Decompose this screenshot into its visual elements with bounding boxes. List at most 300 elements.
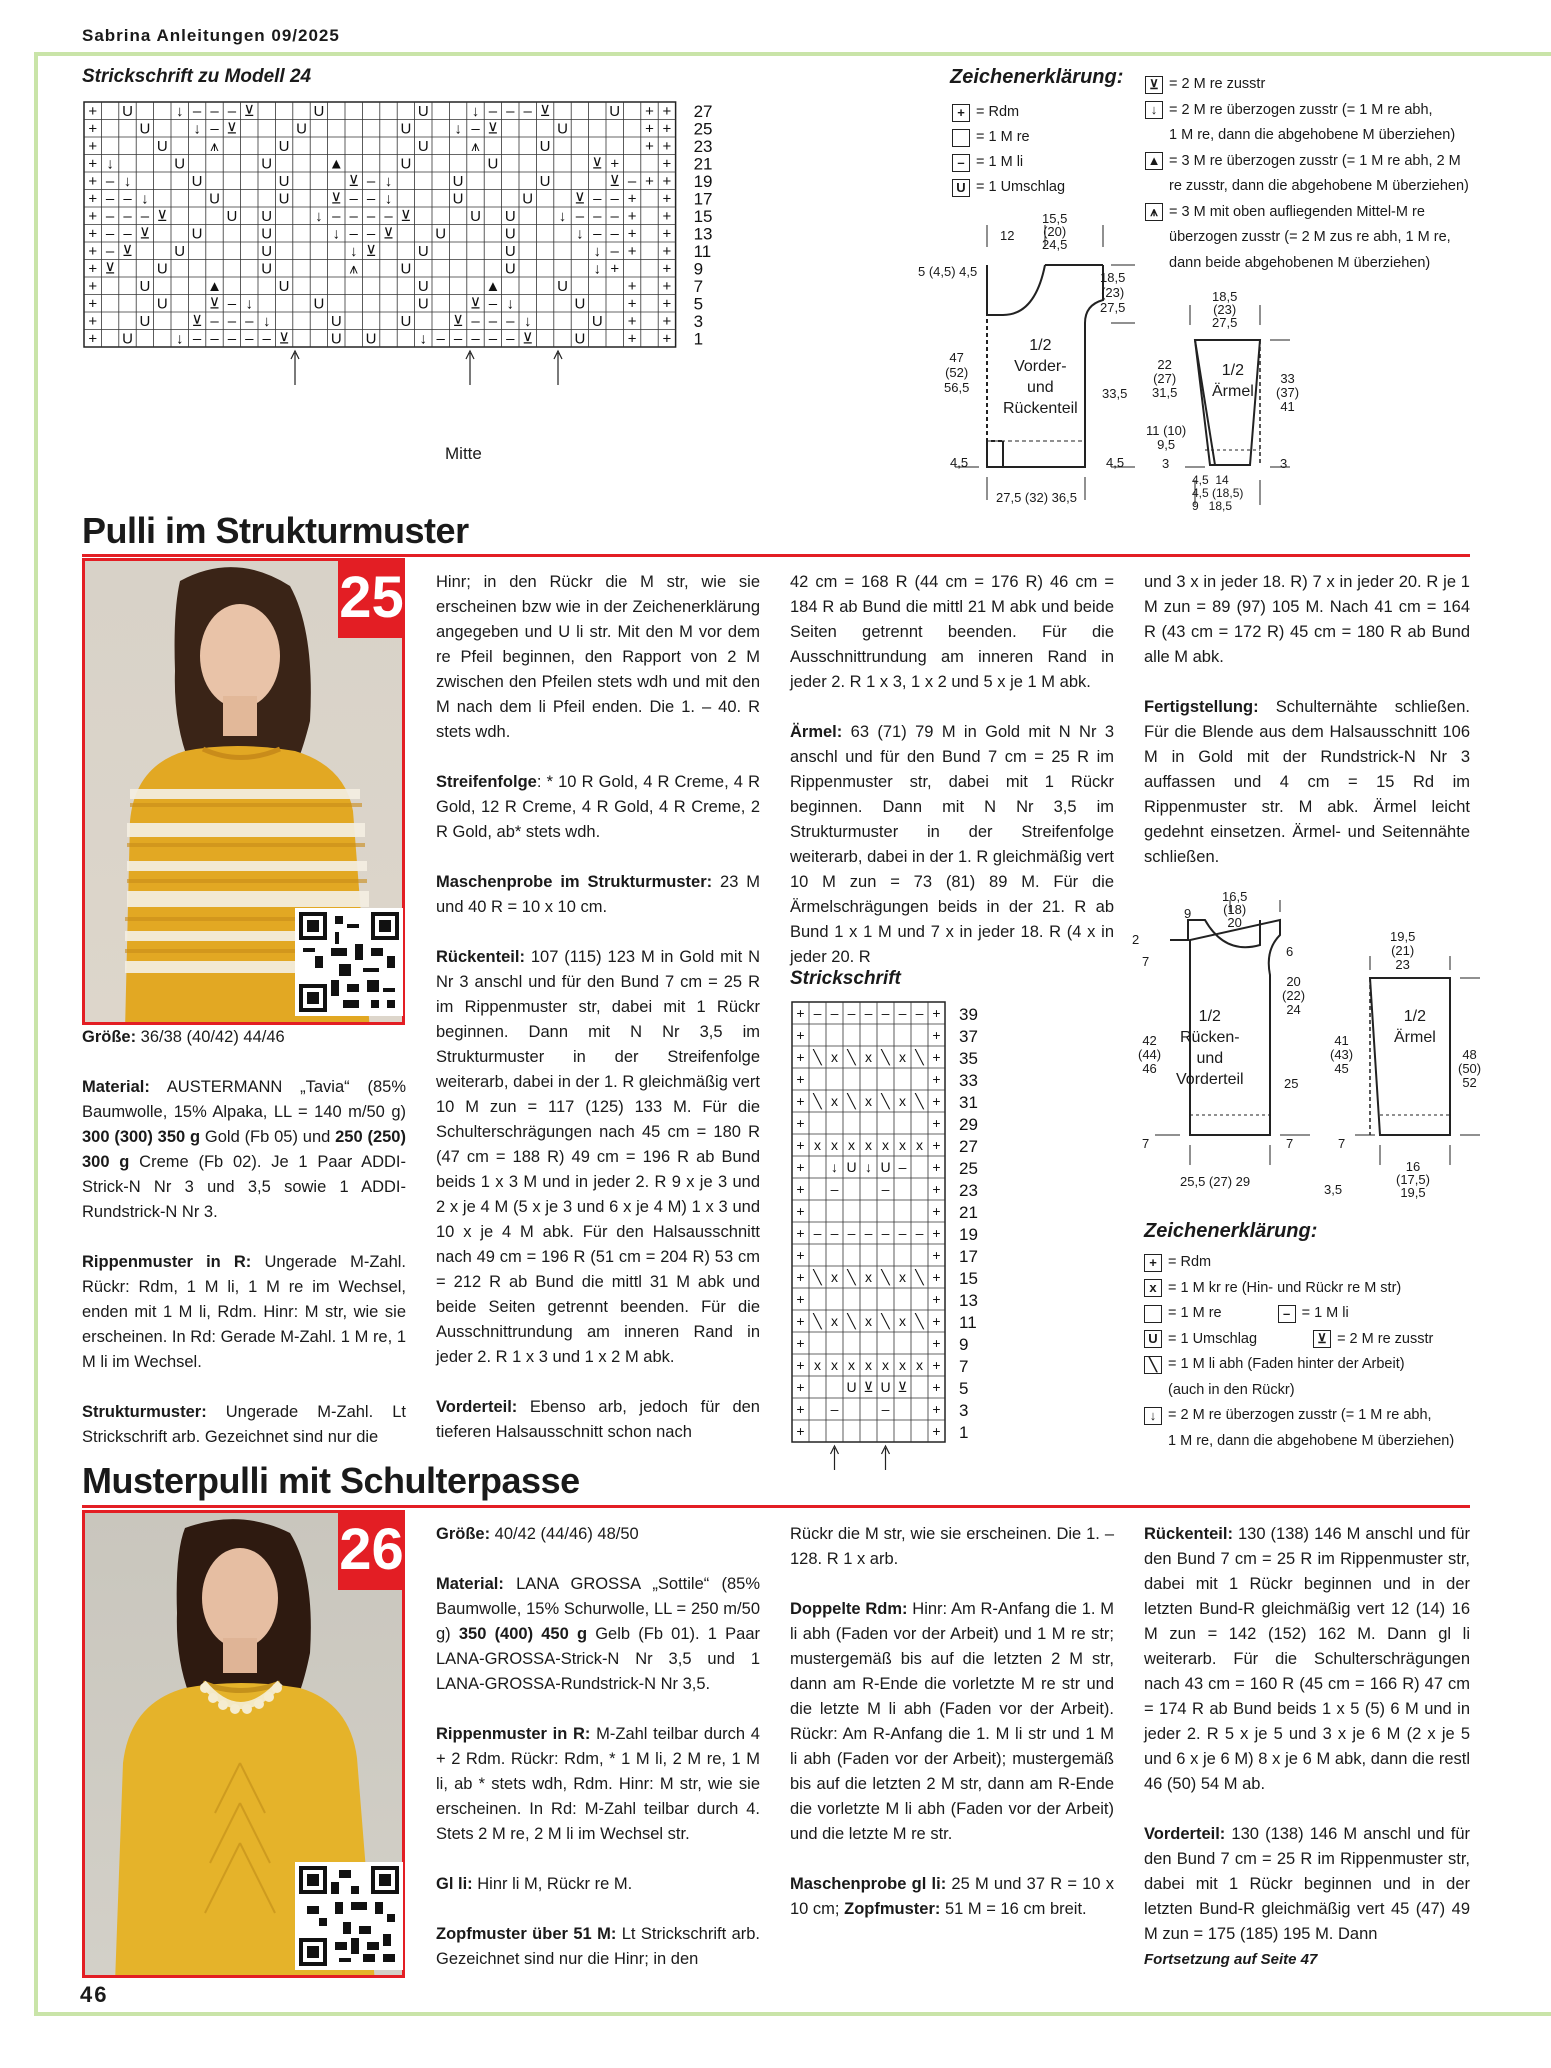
chart25-symbol: ╲ [915, 1049, 924, 1065]
chart24-symbol: + [645, 102, 654, 120]
chart24-symbol: – [575, 207, 585, 225]
dim-sl-top: 18,5 (23) 27,5 [1212, 289, 1238, 330]
chart24-symbol: U [174, 155, 186, 173]
chart24-symbol: – [488, 295, 498, 313]
chart25-row-number: 3 [959, 1401, 969, 1420]
dim-neck: 15,5 (20) 24,5 [1042, 211, 1068, 252]
chart24-symbol: ↓ [419, 330, 428, 348]
chart25-symbol: + [796, 1005, 805, 1021]
chart24-symbol: – [105, 190, 115, 208]
chart25-symbol: + [932, 1049, 941, 1065]
chart24-symbol: ⩚ [471, 137, 480, 155]
legend25-text: = 1 M li abh (Faden hinter der Arbeit) [1168, 1356, 1405, 1372]
chart25-symbol: + [796, 1137, 805, 1153]
chart24-symbol: – [227, 330, 237, 348]
chart25-symbol: – [830, 1401, 839, 1417]
dim-shoulder-right: 18,5 (23) 27,5 [1100, 270, 1126, 315]
chart24-symbol: U [400, 155, 412, 173]
model25-number-badge: 25 [338, 558, 405, 638]
sleeve25-label: 1/2 Ärmel [1394, 1008, 1436, 1046]
chart25-symbol: x [814, 1137, 821, 1153]
section26-col4: Rückenteil: 130 (138) 146 M anschl und für den Bund 7 cm = 25 R im Rippenmuster str, dabei mit 1 Rückr beginnen und in der letzten Bund-R gleichmäßig vert 12 (14) 16 M zun = 142 (152) 162 M. Dann gl li weiterarb. Für die Schulterschrägungen nach 43 cm = 160 R (45 cm = 166 R) 47 cm = 174 R ab Bund beids 1 x 5 (5) 6 M und in jeder 2. R 5 x je 5 und 3 x je 6 M (2 x je 5 und 6 x je 6 M) 8 x je 6 M abk, dann die restl 46 (50) 54 M ab. Vorderteil: 130 (138) 146 M anschl und für den Bund 7 cm = 25 R im Rippenmuster str, dabei mit 1 Rückr beginnen und in der letzten Bund-R gleichmäßig vert 45 (47) 49 M zun = 175 (185) 195 M. Dann Fortsetzung auf Seite 47 [1144, 1522, 1470, 1972]
chart25-symbol: + [932, 1093, 941, 1109]
chart24-symbol: U [174, 242, 186, 260]
chart24-symbol: U [191, 172, 203, 190]
chart24-symbol: U [470, 207, 481, 225]
dim25-25: 25 [1284, 1076, 1299, 1091]
chart24-symbol: + [610, 260, 620, 278]
chart24-symbol: – [593, 190, 602, 208]
chart24-row-number: 1 [693, 329, 704, 349]
legend24r-row [1145, 98, 1433, 123]
chart25-symbol: – [915, 1005, 924, 1021]
legend24r-row [1145, 123, 1455, 148]
chart24-symbol: ⊻ [122, 242, 133, 260]
chart25-symbol: + [796, 1313, 805, 1329]
chart24-row-number: 13 [693, 224, 713, 244]
chart25-symbol: + [932, 1379, 941, 1395]
chart24-symbol: ⊻ [348, 172, 360, 190]
chart24-symbol: – [123, 190, 132, 208]
legend25-symbol-icon: ↓ [1144, 1407, 1162, 1425]
legend24r-text: = 3 M re überzogen zusstr (= 1 M re abh, 2 M [1169, 152, 1461, 169]
legend25-text: = Rdm [1168, 1254, 1212, 1270]
chart24-symbol: ↓ [593, 260, 602, 278]
chart24-symbol: U [330, 330, 342, 348]
chart25-symbol: ╲ [813, 1269, 822, 1285]
chart24-symbol: + [88, 120, 98, 138]
chart25-symbol: + [796, 1401, 805, 1417]
chart25-row-number: 39 [959, 1005, 978, 1024]
chart25-row-number: 35 [959, 1049, 978, 1068]
chart24-symbol: + [662, 242, 672, 260]
chart24-symbol: + [88, 102, 98, 120]
chart24-symbol: + [627, 225, 637, 243]
legend24r-row [1145, 149, 1461, 174]
chart24-symbol: ⊻ [539, 102, 551, 120]
dim25-sl-left: 41 (43) 45 [1330, 1033, 1354, 1076]
model25-qr-code[interactable] [295, 908, 403, 1016]
chart25-symbol: ╲ [881, 1269, 890, 1285]
chart24-symbol: U [417, 137, 429, 155]
chart24-symbol: ⊻ [383, 225, 394, 243]
section26-title: Musterpulli mit Schulterpasse [82, 1460, 580, 1501]
chart24-symbol: – [471, 330, 480, 348]
dim-bottom-right: 4,5 [1106, 455, 1125, 470]
chart24-symbol: U [417, 102, 429, 120]
chart24-symbol: + [88, 312, 98, 330]
chart24-symbol: – [227, 312, 237, 330]
chart24-symbol: ⊻ [574, 190, 586, 208]
chart24-symbol: + [88, 137, 98, 155]
dim25-height: 42 (44) 46 [1138, 1033, 1162, 1076]
chart25-symbol: x [899, 1269, 906, 1285]
chart24-symbol: U [452, 190, 464, 208]
legend24-text: = 1 Umschlag [976, 179, 1066, 195]
legend24-symbol-icon [952, 129, 970, 147]
chart24-symbol: – [192, 330, 202, 348]
chart24-mitte: Mitte [445, 444, 482, 463]
chart25-symbol: + [932, 1401, 941, 1417]
chart24-symbol: U [261, 242, 273, 260]
chart24-symbol: ⊻ [609, 172, 621, 190]
chart25-symbol: x [865, 1313, 872, 1329]
dim25-sl-7: 7 [1338, 1136, 1346, 1151]
section25-col3: 42 cm = 168 R (44 cm = 176 R) 46 cm = 184 R ab Bund die mittl 21 M abk und beide Seiten getrennt beenden. Für die Ausschnittrundung am inneren Rand in jeder 2. R 1 x 3, 1 x 2 und 5 x je 1 M abk. Ärmel: 63 (71) 79 M in Gold mit N Nr 3 anschl und für den Bund 7 cm = 25 R im Rippenmuster str, dabei mit 1 Rückr beginnen. Dann mit N Nr 3,5 im Strukturmuster in der Streifenfolge weiterarb, dabei in der 1. R gleichmäßig vert 10 M zun = 73 (81) 89 M. Für die Ärmelschrägungen beids in der 21. R ab Bund 1 x 1 M und 7 x in jeder 18. R (4 x in jeder 20. R [790, 573, 1114, 966]
chart25-symbol: x [899, 1357, 906, 1373]
continuation-note[interactable]: Fortsetzung auf Seite 47 [1144, 1951, 1318, 1968]
chart25-row-number: 21 [959, 1203, 978, 1222]
chart25-symbol: + [796, 1247, 805, 1263]
chart24-row-number: 3 [693, 311, 704, 331]
chart24-symbol: ⊻ [191, 312, 203, 330]
chart25-symbol: ╲ [847, 1269, 856, 1285]
chart25-symbol: x [865, 1357, 872, 1373]
legend24-row [952, 175, 1065, 200]
legend25-text: (auch in den Rückr) [1168, 1381, 1295, 1398]
chart24-symbol: – [488, 102, 498, 120]
legend24r-text: = 2 M re zusstr [1169, 76, 1266, 92]
chart24-symbol: ⊻ [365, 242, 377, 260]
model26-qr-code[interactable] [295, 1862, 403, 1970]
dim-height-left: 47 (52) 56,5 [944, 350, 970, 395]
chart24-symbol: ⊻ [330, 190, 342, 208]
chart24-symbol: – [366, 172, 376, 190]
chart24-symbol: – [488, 312, 498, 330]
chart25-symbol: x [831, 1093, 838, 1109]
chart24-row-number: 21 [693, 154, 713, 174]
chart25-symbol: – [864, 1005, 873, 1021]
chart24-symbol: U [400, 120, 412, 138]
chart24-symbol: – [105, 172, 115, 190]
chart24-symbol: ⊻ [243, 102, 255, 120]
chart25-symbol: x [882, 1137, 889, 1153]
legend24r-symbol-icon: ▲ [1145, 152, 1163, 170]
dim-sl-3b: 3 [1280, 456, 1288, 471]
dim25-sl-bottom: 16 (17,5) 19,5 [1396, 1159, 1430, 1200]
chart24-symbol: + [88, 260, 98, 278]
chart24-symbol: + [662, 120, 672, 138]
chart25-row-number: 19 [959, 1225, 978, 1244]
chart25-symbol: – [881, 1225, 890, 1241]
chart24-symbol: ⊻ [487, 120, 499, 138]
dim-sl-bottom: 4,5 14 4,5 (18,5) 9 18,5 [1192, 473, 1244, 513]
chart24-symbol: U [278, 277, 290, 295]
legend24-text: = 1 M re [976, 129, 1030, 145]
chart24-symbol: U [487, 155, 499, 173]
chart24-symbol: – [506, 102, 515, 120]
schematic24 [915, 205, 1335, 525]
chart24-symbol: U [452, 172, 464, 190]
legend25-row [1144, 1378, 1295, 1403]
chart24-symbol: U [417, 277, 429, 295]
chart24-symbol: – [471, 120, 480, 138]
legend24r-text: 1 M re, dann die abgehobene M überziehen) [1169, 127, 1456, 143]
legend25-row [1144, 1352, 1405, 1377]
legend25-row [1144, 1403, 1432, 1428]
legend25-row [1144, 1429, 1454, 1454]
dim25-sl-right: 48 (50) 52 [1458, 1047, 1482, 1090]
chart25-row-number: 1 [959, 1423, 969, 1442]
dim-top-12: 12 [1000, 228, 1015, 243]
chart24-symbol: U [261, 260, 273, 278]
chart25-symbol: U [846, 1159, 857, 1175]
chart25-grid [790, 1000, 1050, 1470]
chart24-symbol: U [156, 260, 168, 278]
chart24-symbol: ↓ [262, 312, 271, 330]
chart24-symbol: U [313, 295, 325, 313]
legend24r-row [1145, 174, 1469, 199]
chart24-symbol: – [610, 190, 619, 208]
legend25-symbol-icon: – [1278, 1305, 1296, 1323]
chart24-row-number: 5 [693, 294, 704, 314]
chart25-symbol: – [898, 1225, 907, 1241]
chart25-symbol: x [831, 1357, 838, 1373]
chart24-symbol: – [140, 207, 150, 225]
legend25-text: 1 M re, dann die abgehobene M überziehen) [1168, 1432, 1455, 1449]
chart24-symbol: U [417, 295, 429, 313]
chart25-symbol: x [848, 1357, 855, 1373]
chart24-symbol: ⊻ [470, 295, 481, 313]
chart24-row-number: 11 [693, 241, 712, 261]
legend25-symbol-icon: U [1144, 1330, 1162, 1348]
chart25-symbol: x [831, 1049, 838, 1065]
legend25-title: Zeichenerklärung: [1144, 1220, 1318, 1242]
chart25-symbol: – [898, 1005, 907, 1021]
dim-armhole: 33,5 [1102, 386, 1128, 401]
legend25-text: = 1 Umschlag [1168, 1330, 1258, 1347]
chart24-symbol: – [610, 242, 619, 260]
chart25-symbol: x [848, 1137, 855, 1153]
chart25-row-number: 9 [959, 1335, 969, 1354]
dim-bottom-left: 4,5 [950, 455, 969, 470]
chart25-symbol: + [796, 1027, 805, 1043]
chart25-symbol: ↓ [831, 1159, 838, 1175]
chart24-symbol: U [122, 330, 133, 348]
legend25-symbol-icon: ╲ [1144, 1356, 1162, 1374]
chart24-symbol: – [210, 120, 219, 138]
chart25-symbol: x [831, 1313, 838, 1329]
chart25-symbol: + [796, 1071, 805, 1087]
chart24-symbol: ↓ [384, 190, 393, 208]
dim-sl-3a: 3 [1162, 456, 1170, 471]
chart24-symbol: ↓ [106, 155, 114, 173]
chart24-symbol: ↓ [175, 330, 184, 348]
chart24-symbol: ⩚ [349, 260, 358, 278]
chart24-symbol: U [313, 102, 325, 120]
chart24-symbol: + [662, 155, 672, 173]
dim25-6: 6 [1286, 944, 1294, 959]
chart25-symbol: + [796, 1225, 805, 1241]
chart24-symbol: U [122, 102, 133, 120]
dim-shoulder-left: 5 (4,5) 4,5 [918, 264, 978, 279]
legend24r-text: re zusstr, dann die abgehobene M überziehen) [1169, 178, 1469, 194]
chart25-symbol: + [932, 1115, 941, 1131]
chart24-symbol: ⊻ [400, 207, 412, 225]
chart25-row-number: 15 [959, 1269, 978, 1288]
chart24-symbol: – [366, 225, 376, 243]
chart25-symbol: – [864, 1225, 873, 1241]
chart24-row-number: 7 [693, 276, 704, 296]
chart24-symbol: ↓ [123, 172, 132, 190]
chart24-symbol: U [330, 312, 342, 330]
chart25-symbol: + [796, 1379, 805, 1395]
legend24r-text: = 2 M re überzogen zusstr (= 1 M re abh, [1169, 101, 1433, 118]
chart24-symbol: + [662, 190, 672, 208]
chart25-symbol: x [899, 1313, 906, 1329]
chart25-symbol: + [932, 1423, 941, 1439]
chart24-symbol: ▲ [485, 277, 501, 295]
chart24-symbol: – [436, 330, 445, 348]
chart25-symbol: – [881, 1401, 890, 1417]
chart24-symbol: ⊻ [226, 120, 238, 138]
chart24-symbol: ⊻ [209, 295, 220, 313]
chart24-symbol: U [156, 295, 168, 313]
chart24-symbol: ⩚ [210, 137, 219, 155]
chart25-symbol: + [932, 1269, 941, 1285]
qr-code-icon [299, 1866, 399, 1966]
legend25-row [1144, 1327, 1433, 1352]
chart24-symbol: – [523, 102, 532, 120]
chart24-symbol: U [139, 277, 151, 295]
chart24-symbol: – [210, 312, 219, 330]
chart24-symbol: – [610, 207, 619, 225]
section25-rule [82, 554, 1470, 557]
dim25-7a: 7 [1142, 954, 1150, 969]
chart24-symbol: U [191, 225, 203, 243]
chart24-symbol: + [662, 277, 672, 295]
chart24-symbol: U [417, 242, 429, 260]
legend24r-row [1145, 72, 1265, 97]
body24-label: 1/2 Vorder- und Rückenteil [1003, 337, 1078, 417]
chart24-symbol: + [88, 172, 98, 190]
chart24-symbol: – [210, 330, 219, 348]
legend24-symbol-icon: – [952, 154, 970, 172]
chart25-symbol: – [813, 1005, 822, 1021]
chart24-symbol: U [539, 172, 551, 190]
section25-col4: und 3 x in jeder 18. R) 7 x in jeder 20. R je 1 M zun = 89 (97) 105 M. Nach 41 cm = 164 R (43 cm = 172 R) 45 cm = 180 R ab Bund alle M abk. Fertigstellung: Schulternähte schließen. Für die Blende aus dem Halsausschnitt 106 M in Gold mit der Rundstrick-N Nr 3 auffassen und 4 cm = 15 Rd im Rippenmuster str. M abk. Ärmel leicht gedehnt einsetzen. Ärmel- und Seitennähte schließen. [1144, 573, 1470, 866]
chart25-symbol: + [796, 1159, 805, 1175]
chart24-symbol: U [504, 260, 516, 278]
chart24-symbol: + [88, 295, 98, 313]
chart24-symbol: U [557, 120, 568, 138]
chart24-symbol: + [662, 172, 672, 190]
chart24-symbol: – [227, 102, 237, 120]
chart24-symbol: ⊻ [139, 225, 151, 243]
legend24r-symbol-icon: ⩚ [1145, 203, 1163, 221]
chart25-symbol: ╲ [881, 1093, 890, 1109]
dim-sl-low: 11 (10) 9,5 [1146, 423, 1187, 452]
dim25-sl-35: 3,5 [1324, 1182, 1343, 1197]
chart24-symbol: + [662, 330, 672, 348]
sleeve24-label: 1/2 Ärmel [1212, 362, 1254, 400]
legend25-symbol-icon: + [1144, 1254, 1162, 1272]
chart25-symbol: ⊻ [897, 1379, 908, 1395]
chart24-symbol: ▲ [328, 155, 344, 173]
chart24-symbol: – [366, 207, 376, 225]
chart24-symbol: U [504, 225, 516, 243]
chart24-symbol: ⊻ [104, 260, 116, 278]
chart24-symbol: + [662, 207, 672, 225]
chart24-symbol: – [349, 190, 358, 208]
chart24-symbol: U [504, 207, 516, 225]
chart24-row-number: 17 [693, 189, 713, 209]
chart24-symbol: + [88, 277, 98, 295]
chart24-row-number: 25 [693, 119, 713, 139]
chart24-symbol: + [627, 242, 637, 260]
chart24-symbol: ↓ [454, 120, 462, 138]
section26-col2: Größe: 40/42 (44/46) 48/50 Material: LANA GROSSA „Sottile“ (85% Baumwolle, 15% Schurwolle, LL = 250 m/50 g) 350 (400) 450 g Gelb (Fb 01). 1 Paar LANA-GROSSA-Strick-N Nr 3,5 und 1 LANA-GROSSA-Rundstrick-N Nr 3,5. Rippenmuster in R: M-Zahl teilbar durch 4 + 2 Rdm. Rückr: Rdm, * 1 M li, 2 M re, 1 M li, ab * stets wdh, Rdm. Hinr: M str, wie sie erscheinen. In Rd: M-Zahl teilbar durch 4. Stets 2 M re, 2 M li im Wechsel str. Gl li: Hinr li M, Rückr re M. Zopfmuster über 51 M: Lt Strickschrift arb. Gezeichnet sind nur die Hinr; in den [436, 1525, 760, 1968]
chart25-symbol: + [932, 1335, 941, 1351]
dim25-neck: 16,5 (18) 20 [1222, 889, 1248, 930]
chart25-symbol: U [880, 1379, 891, 1395]
chart25-symbol: x [882, 1357, 889, 1373]
chart25-symbol: + [932, 1137, 941, 1153]
chart24-symbol: – [610, 225, 619, 243]
chart25-symbol: + [796, 1181, 805, 1197]
chart24-symbol: U [435, 225, 447, 243]
legend24r-text: überzogen zusstr (= 2 M zus re abh, 1 M re, [1169, 229, 1451, 245]
chart24-symbol: U [278, 137, 290, 155]
chart24-symbol: + [627, 312, 637, 330]
dim25-9: 9 [1184, 906, 1192, 921]
chart25-symbol: – [830, 1181, 839, 1197]
chart24-symbol: ↓ [315, 207, 323, 225]
chart25-symbol: x [899, 1049, 906, 1065]
chart25-symbol: ╲ [915, 1093, 924, 1109]
chart24-symbol: U [278, 172, 290, 190]
chart25-symbol: ╲ [813, 1093, 822, 1109]
legend24r-text: = 3 M mit oben aufliegenden Mittel-M re [1169, 203, 1425, 220]
legend24-row [952, 150, 1023, 175]
chart25-symbol: – [881, 1181, 890, 1197]
chart25-row-number: 31 [959, 1093, 978, 1112]
chart24-symbol: U [139, 312, 151, 330]
section26-rule [82, 1505, 1470, 1508]
chart25-row-number: 27 [959, 1137, 978, 1156]
chart24-symbol: U [591, 312, 603, 330]
legend24-symbol-icon: U [952, 179, 970, 197]
chart25-symbol: x [831, 1269, 838, 1285]
chart25-symbol: ↓ [865, 1159, 872, 1175]
chart24-symbol: – [349, 207, 358, 225]
chart24-symbol: – [627, 172, 637, 190]
chart25-symbol: + [932, 1027, 941, 1043]
chart24-symbol: + [88, 207, 98, 225]
chart25-symbol: – [898, 1159, 907, 1175]
chart24-symbol: – [105, 242, 115, 260]
chart24-symbol: U [156, 137, 168, 155]
chart24-symbol: ⊻ [278, 330, 290, 348]
chart25-symbol: x [865, 1049, 872, 1065]
chart25-symbol: ⊻ [863, 1379, 874, 1395]
chart24-symbol: – [471, 312, 480, 330]
chart24-symbol: U [261, 207, 273, 225]
chart24-symbol: U [400, 312, 412, 330]
chart24-symbol: U [400, 260, 412, 278]
page-number: 46 [80, 1982, 109, 2007]
chart25-symbol: + [796, 1049, 805, 1065]
chart24-symbol: ▲ [207, 277, 222, 295]
chart25-symbol: ╲ [813, 1313, 822, 1329]
chart24-symbol: + [662, 225, 672, 243]
chart24-symbol: ⊻ [522, 330, 534, 348]
chart24-row-number: 27 [693, 101, 713, 121]
chart25-symbol: x [865, 1137, 872, 1153]
legend25-symbol-icon [1144, 1305, 1162, 1323]
chart24-symbol: + [88, 242, 98, 260]
chart24-symbol: – [349, 225, 358, 243]
